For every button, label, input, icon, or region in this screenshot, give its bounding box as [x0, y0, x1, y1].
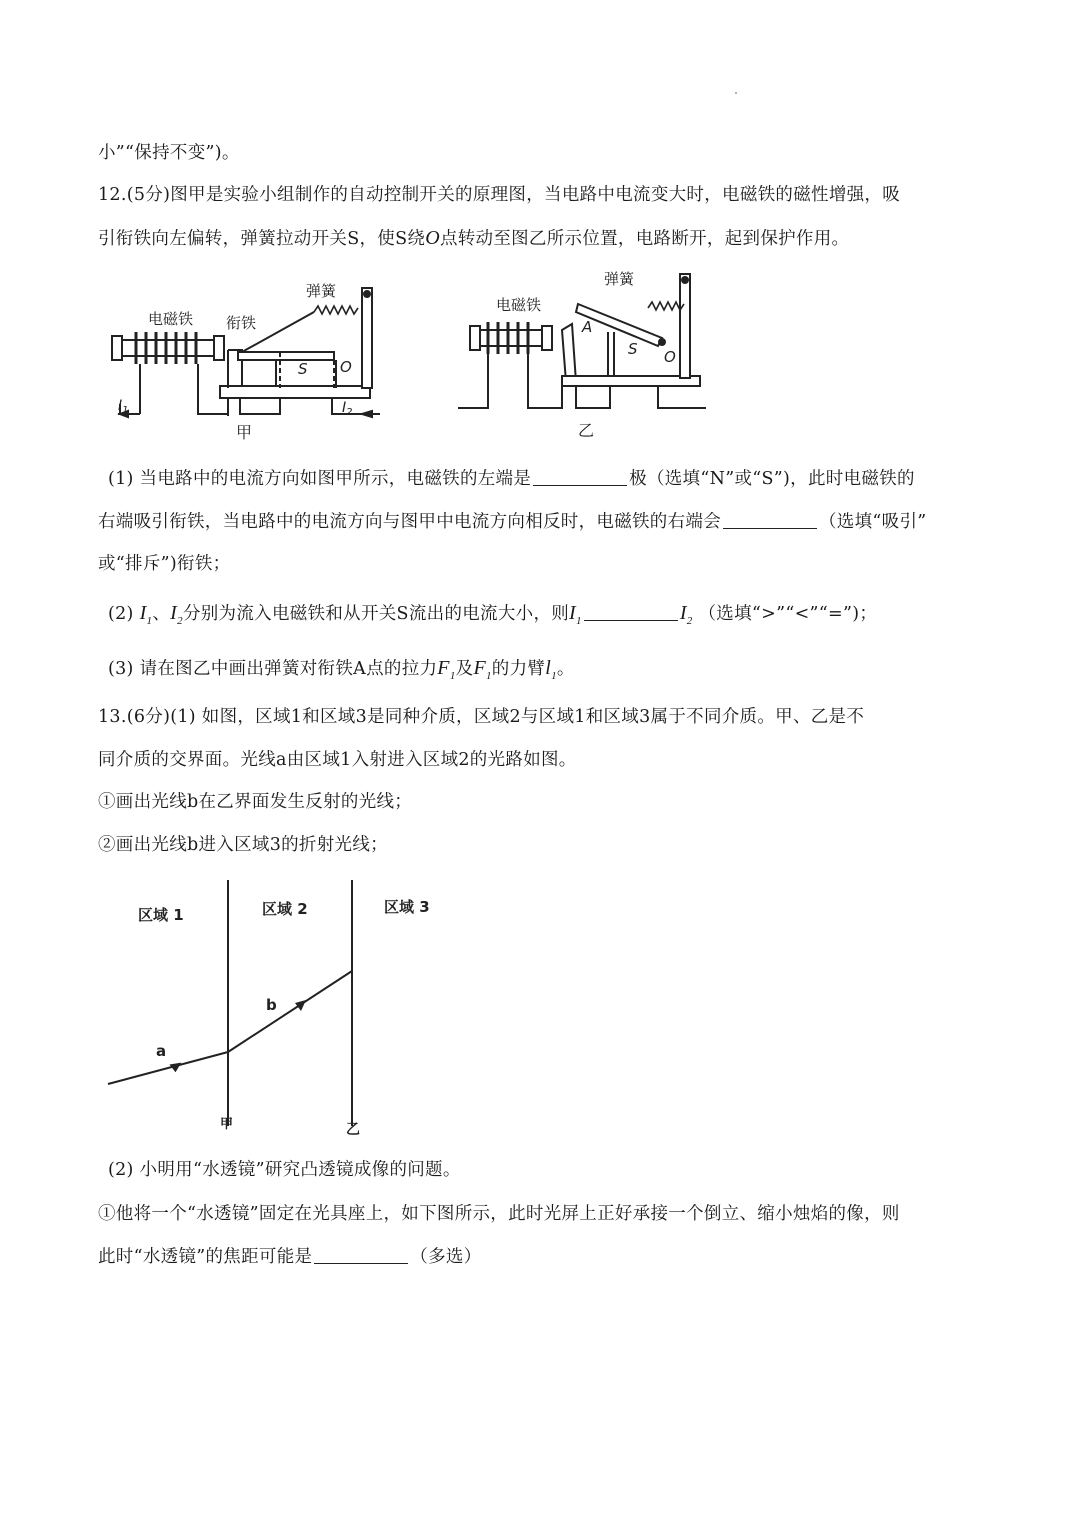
q12-line-2	[98, 226, 982, 251]
pivot-symbol-o: O	[425, 227, 440, 249]
q13-part2-step1-line1	[98, 1202, 982, 1226]
q12-sub1-text-e: 或“排斥”)衔铁；	[98, 554, 231, 574]
q13-part2-line	[108, 1158, 992, 1182]
q12-sub3-text-b: 及	[455, 659, 474, 679]
q12-sub1-text-b: 极（选填“N”或“S”)，此时电磁铁的	[629, 469, 915, 489]
ray-b	[228, 971, 352, 1052]
yi-label-switch: S	[628, 340, 638, 358]
symbol-i2-b: $I_2$	[679, 602, 693, 627]
figure-13-light-regions	[100, 876, 480, 1138]
figure-12-circuit	[100, 268, 720, 448]
svg-text:I1	[118, 398, 129, 416]
figure-yi-labels	[496, 270, 676, 440]
label-region-2: 区域 2	[262, 900, 308, 918]
q12-sub3-text-a: (3) 请在图乙中画出弹簧对衔铁A点的拉力	[108, 659, 438, 679]
q12-sub1-line2	[98, 510, 982, 534]
symbol-i1-b: $I_1$	[569, 602, 582, 627]
svg-text:I2	[342, 400, 353, 418]
q12-sub2-num: (2)	[108, 604, 134, 624]
q13-part2-step1-text-c: （多选）	[410, 1247, 482, 1267]
yi-caption: 乙	[578, 421, 595, 440]
q13-part2-step1-text-a: ①他将一个“水透镜”固定在光具座上，如下图所示，此时光屏上正好承接一个倒立、缩小烛焰的像，则	[98, 1204, 900, 1224]
label-interface-jia: 甲	[220, 1117, 234, 1132]
yi-label-electromagnet: 电磁铁	[496, 296, 542, 314]
jia-label-i2-sub: 2	[346, 407, 353, 418]
q12-stem-text-2b: 点转动至图乙所示位置，电路断开，起到保护作用。	[439, 229, 850, 249]
q12-sub2-line	[108, 601, 992, 633]
q13-step-1	[98, 790, 982, 814]
answer-blank-pole[interactable]	[533, 467, 627, 486]
answer-blank-focal-length[interactable]	[314, 1245, 408, 1264]
q13-part2-step1-line2	[98, 1245, 982, 1269]
label-ray-a: a	[156, 1042, 167, 1060]
q12-sub2-sep: 、	[152, 604, 171, 624]
jia-caption: 甲	[236, 423, 253, 442]
q12-line-1	[98, 183, 982, 207]
q13-stem-text-2: 同介质的交界面。光线a由区域1入射进入区域2的光路如图。	[98, 750, 577, 770]
jia-label-spring: 弹簧	[306, 282, 337, 300]
yi-label-spring: 弹簧	[604, 270, 635, 288]
ray-a	[108, 1052, 228, 1084]
q12-sub1-text-d: （选填“吸引”	[819, 512, 927, 532]
speck	[735, 92, 737, 94]
label-ray-b: b	[266, 996, 277, 1014]
label-interface-yi: 乙	[346, 1122, 360, 1138]
text-line-continuation	[98, 141, 982, 165]
symbol-i2: $I_2$	[170, 602, 183, 627]
jia-label-switch: S	[298, 360, 308, 378]
q12-sub1-text-a: (1) 当电路中的电流方向如图甲所示，电磁铁的左端是	[108, 469, 532, 489]
label-region-1: 区域 1	[138, 906, 184, 924]
yi-label-a: A	[582, 318, 593, 336]
jia-label-i2: I	[342, 400, 347, 416]
ray-b-arrow	[295, 1000, 306, 1011]
q12-sub1-line3	[98, 552, 982, 576]
symbol-i1: $I_1$	[139, 602, 153, 627]
q12-sub3-text-c: 的力臂	[491, 659, 546, 679]
jia-label-i1-sub: 1	[122, 405, 129, 416]
symbol-f1: $F_1$	[437, 657, 456, 682]
q12-sub2-text: 分别为流入电磁铁和从开关S流出的电流大小，则	[182, 604, 570, 624]
label-region-3: 区域 3	[384, 898, 430, 916]
yi-label-pivot: O	[664, 348, 676, 366]
q13-line-1	[98, 705, 982, 729]
q13-step-1-text: ①画出光线b在乙界面发生反射的光线；	[98, 792, 413, 812]
q13-part2-text: (2) 小明用“水透镜”研究凸透镜成像的问题。	[108, 1160, 461, 1180]
jia-label-pivot: O	[340, 358, 352, 376]
q12-stem-text-1: 12.(5分)图甲是实验小组制作的自动控制开关的原理图，当电路中电流变大时，电磁铁的磁性增强，吸	[98, 185, 901, 205]
jia-label-armature: 衔铁	[226, 314, 257, 332]
q12-stem-text-2a: 引衔铁向左偏转，弹簧拉动开关S，使S绕	[98, 229, 426, 249]
q12-sub3-text-d: 。	[556, 659, 575, 679]
symbol-l1: $l_1$	[545, 657, 557, 682]
continuation-text: 小”“保持不变”)。	[98, 143, 240, 163]
q12-sub1-text-c: 右端吸引衔铁，当电路中的电流方向与图甲中电流方向相反时，电磁铁的右端会	[98, 512, 721, 532]
q13-line-2	[98, 748, 982, 772]
q13-part2-step1-text-b: 此时“水透镜”的焦距可能是	[98, 1247, 313, 1267]
answer-blank-compare[interactable]	[584, 602, 678, 621]
q13-step-2-text: ②画出光线b进入区域3的折射光线；	[98, 835, 388, 855]
q13-step-2	[98, 833, 982, 857]
q12-sub2-options: （选填“>”“<”“=”)；	[698, 604, 878, 624]
jia-label-electromagnet: 电磁铁	[148, 310, 194, 328]
q12-sub3-line	[108, 656, 992, 688]
symbol-f1-b: $F_1$	[473, 657, 492, 682]
q13-stem-text-1: 13.(6分)(1) 如图，区域1和区域3是同种介质，区域2与区域1和区域3属于不同介质。甲、乙是不	[98, 707, 865, 727]
q12-sub1-line1	[108, 467, 992, 491]
answer-blank-attract[interactable]	[723, 510, 817, 529]
figure-yi	[458, 274, 706, 408]
figure-jia	[112, 288, 380, 417]
jia-label-i1: I	[118, 398, 123, 414]
